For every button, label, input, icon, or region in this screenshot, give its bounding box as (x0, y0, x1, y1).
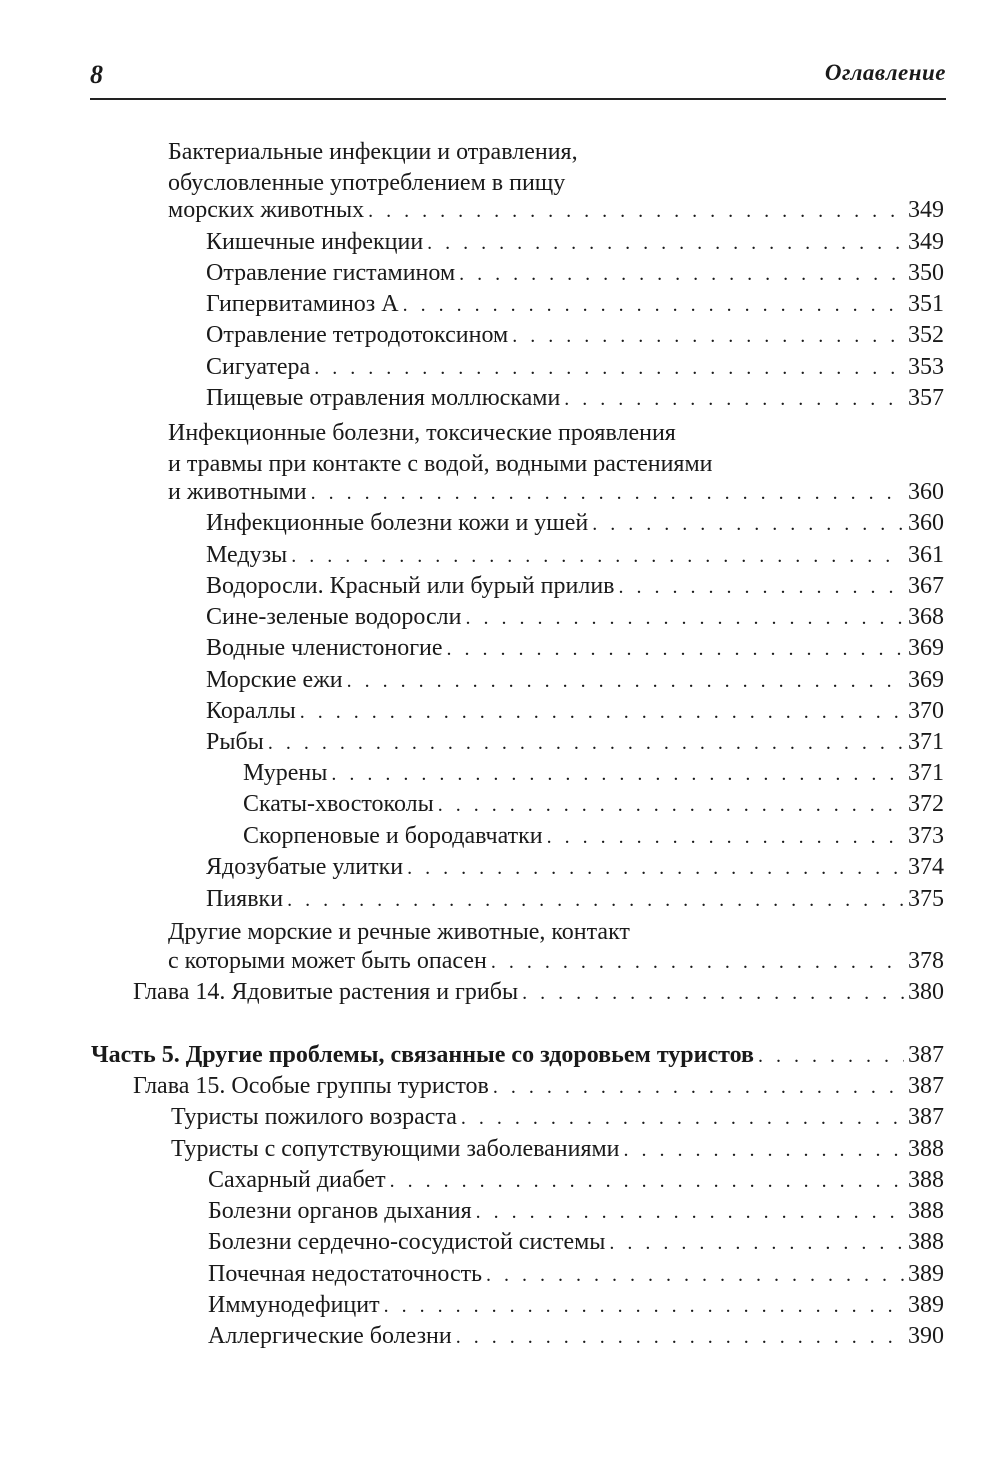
toc-entry-page: 349 (908, 197, 944, 223)
leader-dots (314, 353, 904, 384)
toc-entry (206, 884, 944, 915)
toc-entry (208, 1290, 944, 1321)
toc-entry (206, 258, 944, 289)
toc-entry (243, 821, 944, 852)
toc-entry-title: Сахарный диабет (208, 1167, 386, 1193)
toc-entry (206, 508, 944, 539)
toc-entry (168, 946, 944, 977)
leader-dots (368, 196, 904, 227)
toc-entry (168, 917, 944, 948)
toc-entry-title: Скорпеновые и бородавчатки (243, 823, 543, 849)
toc-entry-page: 388 (908, 1198, 944, 1224)
toc-entry (208, 1321, 944, 1352)
toc-entry-page: 360 (908, 510, 944, 536)
toc-entry (206, 540, 944, 571)
toc-entry-page: 369 (908, 667, 944, 693)
leader-dots (407, 853, 904, 884)
toc-entry-page: 389 (908, 1292, 944, 1318)
toc-entry (206, 227, 944, 258)
toc-entry (206, 320, 944, 351)
toc-entry-title: Кишечные инфекции (206, 229, 424, 255)
running-title: Оглавление (824, 60, 946, 85)
leader-dots (522, 978, 904, 1009)
toc-entry-title: Глава 15. Особые группы туристов (133, 1073, 489, 1099)
toc-entry-page: 373 (908, 823, 944, 849)
toc-entry (206, 602, 944, 633)
toc-entry (206, 727, 944, 758)
toc-entry (243, 758, 944, 789)
toc-entry-title: Иммунодефицит (208, 1292, 380, 1318)
toc-entry-title: морских животных (168, 197, 365, 223)
toc-entry-page: 371 (908, 729, 944, 755)
leader-dots (547, 822, 904, 853)
leader-dots (493, 1072, 904, 1103)
toc-entry-title: Медузы (206, 542, 288, 568)
toc-entry (206, 383, 944, 414)
toc-entry (206, 633, 944, 664)
leader-dots (347, 666, 904, 697)
leader-dots (564, 384, 904, 415)
leader-dots (758, 1041, 904, 1072)
toc-entry-title: Сине-зеленые водоросли (206, 604, 462, 630)
leader-dots (512, 321, 904, 352)
toc-entry-title: Ядозубатые улитки (206, 854, 404, 880)
toc-entry-page: 387 (908, 1104, 944, 1130)
toc-entry-title: Другие морские и речные животные, контакт (168, 919, 630, 945)
toc-entry-title: Пищевые отравления моллюсками (206, 385, 561, 411)
toc-entry-page: 389 (908, 1261, 944, 1287)
leader-dots (592, 509, 904, 540)
toc-entry-title: Почечная недостаточность (208, 1261, 483, 1287)
toc-entry (206, 571, 944, 602)
leader-dots (491, 947, 904, 978)
toc-part-entry (91, 1040, 944, 1071)
toc-entry-page: 361 (908, 542, 944, 568)
toc-entry-title: Мурены (243, 760, 328, 786)
toc-entry-title: Туристы с сопутствующими заболеваниями (171, 1136, 620, 1162)
toc-entry (168, 137, 944, 168)
toc-entry-page: 350 (908, 260, 944, 286)
toc-entry-page: 390 (908, 1323, 944, 1349)
toc-entry (133, 977, 944, 1008)
toc-entry-page: 353 (908, 354, 944, 380)
toc-entry-title: Сигуатера (206, 354, 311, 380)
toc-entry-title: Туристы пожилого возраста (171, 1104, 457, 1130)
toc-entry (133, 1071, 944, 1102)
toc-entry-title: Рыбы (206, 729, 264, 755)
toc-entry (206, 665, 944, 696)
toc-entry-title: Глава 14. Ядовитые растения и грибы (133, 979, 519, 1005)
leader-dots (438, 790, 904, 821)
toc-entry-page: 378 (908, 948, 944, 974)
leader-dots (609, 1228, 904, 1259)
toc-entry (206, 852, 944, 883)
leader-dots (268, 728, 904, 759)
toc-entry-page: 388 (908, 1229, 944, 1255)
toc-entry-title: Гипервитаминоз А (206, 291, 399, 317)
toc-entry (208, 1227, 944, 1258)
toc-entry-page: 374 (908, 854, 944, 880)
toc-entry-title: обусловленные употреблением в пищу (168, 170, 566, 196)
toc-entry-title: Отравление гистамином (206, 260, 456, 286)
toc-entry-page: 371 (908, 760, 944, 786)
toc-entry-title: и травмы при контакте с водой, водными растениями (168, 451, 713, 477)
leader-dots (300, 697, 904, 728)
toc-entry-page: 388 (908, 1136, 944, 1162)
leader-dots (465, 603, 904, 634)
toc-entry-page: 352 (908, 322, 944, 348)
toc-entry (208, 1165, 944, 1196)
toc-entry-page: 370 (908, 698, 944, 724)
leader-dots (311, 478, 904, 509)
toc-entry (206, 696, 944, 727)
toc-entry-title: Болезни сердечно-сосудистой системы (208, 1229, 606, 1255)
toc-entry (243, 789, 944, 820)
leader-dots (403, 290, 904, 321)
leader-dots (384, 1291, 904, 1322)
toc-entry-title: Часть 5. Другие проблемы, связанные со здоровьем туристов (91, 1042, 754, 1068)
leader-dots (427, 228, 904, 259)
toc-entry-page: 369 (908, 635, 944, 661)
toc-entry-title: Инфекционные болезни, токсические проявления (168, 420, 676, 446)
toc-entry-title: Водоросли. Красный или бурый прилив (206, 573, 615, 599)
toc-entry-title: Скаты-хвостоколы (243, 791, 434, 817)
page-number: 8 (90, 60, 103, 89)
toc-entry (206, 352, 944, 383)
leader-dots (486, 1260, 904, 1291)
toc-entry (206, 289, 944, 320)
toc-entry-title: Пиявки (206, 886, 284, 912)
toc-entry-title: Отравление тетродотоксином (206, 322, 509, 348)
leader-dots (291, 541, 904, 572)
toc-entry-title: Болезни органов дыхания (208, 1198, 472, 1224)
page-header (90, 58, 946, 100)
toc-entry-page: 349 (908, 229, 944, 255)
leader-dots (619, 572, 905, 603)
toc-entry (168, 449, 944, 480)
leader-dots (390, 1166, 904, 1197)
toc-entry-page: 367 (908, 573, 944, 599)
toc-entry-title: и животными (168, 479, 307, 505)
toc-entry-page: 388 (908, 1167, 944, 1193)
toc-entry-page: 387 (908, 1042, 944, 1068)
leader-dots (461, 1103, 904, 1134)
toc-entry-title: Водные членистоногие (206, 635, 443, 661)
toc-entry-title: Морские ежи (206, 667, 343, 693)
leader-dots (447, 634, 904, 665)
toc-entry-page: 375 (908, 886, 944, 912)
toc-entry (171, 1134, 944, 1165)
leader-dots (476, 1197, 904, 1228)
toc-entry-title: Кораллы (206, 698, 296, 724)
leader-dots (287, 885, 904, 916)
leader-dots (331, 759, 904, 790)
leader-dots (624, 1135, 904, 1166)
leader-dots (456, 1322, 904, 1353)
toc-entry-title: Бактериальные инфекции и отравления, (168, 139, 578, 165)
toc-entry-title: Аллергические болезни (208, 1323, 452, 1349)
toc-entry-title: Инфекционные болезни кожи и ушей (206, 510, 589, 536)
toc-entry (168, 195, 944, 226)
toc-entry (168, 477, 944, 508)
toc-entry (208, 1259, 944, 1290)
leader-dots (459, 259, 904, 290)
toc-entry-page: 357 (908, 385, 944, 411)
toc-entry-title: с которыми может быть опасен (168, 948, 487, 974)
toc-entry (171, 1102, 944, 1133)
toc-entry-page: 372 (908, 791, 944, 817)
toc-entry-page: 380 (908, 979, 944, 1005)
toc-entry (208, 1196, 944, 1227)
toc-entry-page: 360 (908, 479, 944, 505)
toc-entry-page: 368 (908, 604, 944, 630)
toc-entry-page: 351 (908, 291, 944, 317)
toc-entry-page: 387 (908, 1073, 944, 1099)
toc-entry (168, 418, 944, 449)
